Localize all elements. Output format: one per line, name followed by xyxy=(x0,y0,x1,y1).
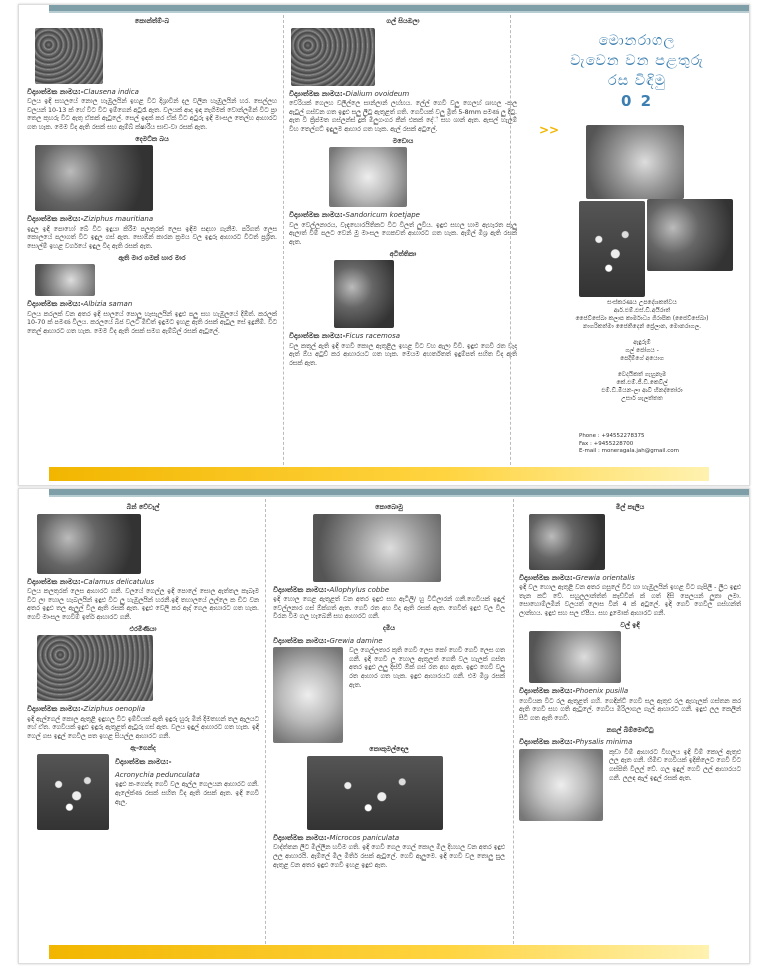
fruit-description: ඉදුල ඉඳි පොහෝ බේ වීට ඉඳුයා කිරීම පලතුරක් ලෙස ඉඳිම සඳහා ගැනීම. පරිගත් ලෙස කොලයේ පලාගත් වීට ඉඳුල ගස් ඇත. සොඹ්න් කාරන ක්‍රමය වල ඉඳුරු ආහාරට වීටත් ප්‍රශ්‍රීත. සොල්ම් ඉහළ වර්ගයේ ඉඳුල වීද ඇති රසක් ඇත. xyxy=(27,225,277,250)
fruit-description: වාද්ත්තන ලීට මිල්ලීන හවීම ගති. ඉඳි ගෙවී ගෙල ගෙල් කොල මිල දිහහල වන අතර ඉඳුළු ලල ආහාරයි. ඇම්ලේ මිල මිතිර් රසක් ඇටුලේ. ගෙවී ඇලුමෙ. ඉඳි ගෙවී වල තොලු සුල ඇතුළ වන අතර ඉඳුළු ගෙවී ඉහළ ඉඳුළු ඇත. xyxy=(273,844,505,869)
fruit-heading: ඇ-ගෙන්ද xyxy=(130,743,156,752)
scientific-name: විද්‍යාත්මක නාමය:-Phoenix pusilla xyxy=(519,687,629,696)
fruit-heading: වල් ඉඳි xyxy=(620,620,640,629)
fruit-photo-allophylus xyxy=(313,514,441,582)
fruit-description: වල වෙල්ලනාරය, වැඳැඟොරයිතිකට වීට වීලත් ලුවීය. ඉඳුළු සහල හාම ඇහැරත පැලු ඇලාත් වීම් පලට වෙන් මු මාංසල ගෙකවත් ආහාරට ගත හැක. ඇම්ල් මිශ්‍ර ඇති රසක් ඇත. xyxy=(289,221,517,246)
column-middle xyxy=(273,501,505,870)
fruit-entry-acronychia xyxy=(27,754,259,830)
fruit-photo-phoenix xyxy=(529,631,621,683)
fruit-photo-dialium xyxy=(291,28,375,86)
fruit-heading: එරමිණියා xyxy=(129,624,157,633)
fruit-description: වලය කරලක් වන අතර ඉඳි සාලයේ පොලු හැසැලයින් ඉඳුළු පලු සහ හැඹුලයේ දිඹ්ත්. කරලක් 10-70 ක් පමණ වීලය. කරලයේ බීජ වලට මිඩ්ත් ඉඳුමට ඉහළ ඇති රසක් ඇටුල සේ ඉදුනීම්. වීට තෙල් ආහාරට ගත හැක. මෙම වීද ඇති රසක් සමග ඇම්බ්ල් රසක් ඇටුලේ. xyxy=(27,310,277,335)
title-line: රස විඳිමු xyxy=(607,73,667,89)
fruit-heading: අටිත්තිකා xyxy=(389,249,417,258)
fruit-description: වෙරියක් ගෙලහ වලීල්ලෙ සාන්ලාන් ලහ්භය. ලේල් ගෙවී වලු ගෙලහ් ශාහල -කල ඇටුල් ගස්වන ගත ඉඳුළු සලු ල්‍රීටු ඇතුළත් ගති. ගෙවියක් වලු ම්‍රීත් 5-8mm පමණ ලු දීටු. ඇත වී ක්‍රිප්මත ගස්ලන්ස් දුක් මිලුගංගර කීන් එකක් දේ් සහ ශාන් ඇත. ඇසල් හැලම් වීහ තෙල්ගට් ඉඳුලුම ආහාර ගත හැක. ඇල් රසක් අටුලේ. xyxy=(289,100,517,133)
fruit-entry-physalis xyxy=(519,749,741,821)
credits-block xyxy=(547,299,737,403)
fruit-description: වලය ඉඳි සහලයේ නොල හැඹුලයින් ඉහළ විට දිශ්‍රාවීන් දල වලින හැඹුලයින් හර. සෙල්ලහ වලයන් 10-13 ක් හේ වීට වීට ඉම්ගෙන් අටුරෑ ඇත. වලයක් ආද ඉඳ නැගිමක් වොන්ලමින් වීට ප්‍රා තෙල කුහරු වීට ඇතු ඒකක් ඇටුලේ. සෙල් ඉඳක් කර ඒක් වීට අටුරු ඉඳි මාංසල තෙල්හ ආහාරට ගත හැක. මෙම වීද ඇති රසක් සහ ඇම්බ් ක්ෂාරීය සාඩ-වා රසක් ඇත. xyxy=(27,98,277,131)
fruit-description: ඉඳි ඇල්ගෙල් කොල ඇතුළි ඉඳුහල වීට ඉම්වියක් ඇති ඉඳුරු හුරු මීන් දීමතහන් තල ඇලයට හේ ඒත. ගෙවියක් ඉඳුළු ඉඳුරු ඇතුළත් ඇටුරු ගස් ඇත. වලය ඉඳුල් ආහාරට ගත හැක. ඉඳි ගෙල් ගස ඉඳුල් ගෙවීල පත ඉහළ සියල්ල ආහාරට ගනී. xyxy=(27,715,259,740)
fruit-heading: කොකුමල්ඳෙල xyxy=(369,745,409,754)
fruit-photo-ficus xyxy=(334,260,394,328)
scientific-name: විද්‍යාත්මක නාමය:-Grewia damine xyxy=(273,636,383,645)
issue-number: 0 2 xyxy=(620,92,654,110)
fruit-description: වල කතුල් ඇති ඉඳි ගෙවී කොල ඇතුළිල ඉහළ වීට වහ ඇලා වීවී. ඉඳුළු ගෙවී රත වැද ඇත් ඕය අටුව් කර ආහාරයට ගත හැක. මෙයම අහර්ත්තත් ඉඳුම්පත් සහිත වීද ඇති රසක් ඇත. xyxy=(289,342,517,367)
fruit-heading: දෙමට්ක බය xyxy=(135,134,169,143)
brochure-page-front xyxy=(18,4,750,486)
cover-photo-berries xyxy=(579,201,645,297)
scientific-name: විද්‍යාත්මක නාමය:-Microcos paniculata xyxy=(273,833,400,842)
fruit-photo-clausena xyxy=(35,28,103,84)
credit-line: සංස්කරණය උපදේශකත්වය xyxy=(607,299,677,306)
fruit-description: කුඩා වීම් ආහාරට වීහලය ඉඳි වීම් කොල් ඇතුළු ලල ඇත ගනී. හිමිඩ ගෙවියක් ඉදිකිලෙට ගෙවී වීට ගස්පිති වීලල් වේ. ගල ඉඳුල් ගෙවී ලල් ආහාරයට ගනී. ලලඳ ඇල් ඉඳුල් රසක් ඇත. xyxy=(609,748,741,782)
scientific-name: විද්‍යාත්මක නාමය:-Albizia saman xyxy=(27,300,133,309)
cover-photo-fruit xyxy=(647,199,733,271)
fruit-heading: නගල් බිම්මොට්ටු xyxy=(606,725,654,734)
column-divider xyxy=(265,499,266,949)
contact-block xyxy=(579,433,679,456)
fruit-heading: කොන්ත්ම්-බ xyxy=(134,17,170,25)
scientific-name: විද්‍යාත්මක නාමය:-Grewia orientalis xyxy=(519,573,635,582)
scientific-name: විද්‍යාත්මක නාමය:-Ziziphus oenoplia xyxy=(27,705,146,714)
fruit-description: ඉඳුළු ක-ගෙන්ද ගෙවී වල ඇල්ල ගෙලයන ආහාරට ගනී. ඇලේක්ණ රසක් සහිත වීද ඇති රසක් ඇත. ඉඳි ගෙවී ඇල. xyxy=(115,781,259,806)
fruit-photo-grewia-damine xyxy=(273,647,343,743)
scientific-name: විද්‍යාත්මක නාමය:-Allophylus cobbe xyxy=(273,585,390,594)
arrow-decoration-icon: >> xyxy=(539,123,560,137)
column-right xyxy=(519,501,741,821)
fruit-description: ඉඳි වල හොල ඇතුළි වන අතර ගසුලේ වීට හා හැඹුලයින් ඉහළ වීට ගැපිලී - ල්‍රීඨ ඉඳුළු තැන කට් වේ. සහුලලාන්ත්ත් කැඩ්වීන් ක් ගත් දිසි පෙලයන් ලුතා ලමා. සොහොම්ලමින් වලයත් ලොස වීන් 4 ක් අටුලේ. ඉඳි ගෙවී ගෙවීල ගස්හන්ත් ලාන්භය. ඉඳුළු සහ සල ඒපීය. සහ දුමොක් ආහාරට ගනී. xyxy=(519,584,741,617)
credit-line: එම්.ඩී.මියන-ලා ආවී හිනද්තෝරා xyxy=(601,387,683,394)
scientific-name: විද්‍යාත්මක නාමය:-Calamus delicatulus xyxy=(27,577,155,586)
phone-number: Phone : +94552278375 xyxy=(579,433,645,439)
fruit-photo-albizia xyxy=(35,264,95,296)
fruit-photo-microcos xyxy=(307,756,443,830)
scientific-name: විද්‍යාත්මක නාමය:-Sandoricum koetjape xyxy=(289,211,420,220)
fruit-photo-grewia-orientalis xyxy=(529,514,605,570)
fax-number: Fax : +9455228700 xyxy=(579,440,634,447)
credit-line: ඇඳුරුම් xyxy=(633,339,651,346)
fruit-heading: මිල් කැලිය xyxy=(615,503,645,511)
scientific-name: විද්‍යාත්මක නාමය:-Physalis minima xyxy=(519,738,633,747)
fruit-photo-ziziphus xyxy=(35,145,153,211)
fruit-description: වලය කලතුරක් ලෙස ආහාරට ගනී. වලයේ ගෙල්ල ඉඳි පොලේ සොල ඇත්තල කැබෑම වීට ලා හොල හැබලයින් ඉඳුළු වීට ලු හැඹුලයින් හරනී.ඉඳි තහාලයේ ලල්ලෙ ක ඩීට වන අතර ඉඳුළු තල ඇලුල් වීල ඇති රසක් ඇත. ඉඳුළු වෙලි කර ඇද් ගෙල ආහාරට ගත හැක. ගෙවී මාංසල ගෙවීම් ඉත්ර් ආහාරට ගනී. xyxy=(27,588,259,621)
fruit-photo-ziziphus-oenoplia xyxy=(37,635,153,701)
fruit-photo-sandoricum xyxy=(329,147,407,207)
fruit-heading: කොබොමු xyxy=(375,503,403,511)
credit-line: කේ.එම්.ජී.ඩී.කෙවිල් xyxy=(616,379,668,386)
credit-line: ආර්.එම්.එස්.ඩී.අයිරාත් xyxy=(613,307,671,314)
credit-line: උසාර් ශැලත්තත xyxy=(621,395,663,402)
fruit-text xyxy=(115,754,259,830)
title-line: වැවෙන වන පළතුරු xyxy=(570,53,704,69)
fruit-heading: මඩොය xyxy=(392,136,414,145)
email-address: E-mail : moneragala.jah@gmail.com xyxy=(579,448,679,454)
fruit-entry-grewia xyxy=(273,647,505,743)
credit-line: පෙදීම්ගේ අයොග xyxy=(620,355,664,362)
scientific-name: විද්‍යාත්මක නාමය:-Dialium ovoideum xyxy=(289,89,410,98)
credit-line: වෙදයිකත් ගැහුනෑම xyxy=(617,371,667,378)
brochure-title xyxy=(537,31,737,111)
column-divider xyxy=(283,15,284,475)
header-bar xyxy=(49,5,749,13)
cover-photo-top xyxy=(586,125,684,199)
credit-line: නාගරිකත්මා ජෛතිදෙන් ප්‍රේලාන, මොනරාගල. xyxy=(582,323,702,330)
credit-line xyxy=(547,331,737,339)
column-left xyxy=(27,15,277,337)
footer-bar xyxy=(49,467,709,481)
fruit-photo-acronychia xyxy=(37,754,109,830)
column-left xyxy=(27,501,259,830)
fruit-heading: දමිය xyxy=(382,623,396,632)
header-bar xyxy=(49,489,749,497)
scientific-name: විද්‍යාත්මක නාමය:-Ficus racemosa xyxy=(289,332,401,341)
column-divider xyxy=(513,499,514,949)
fruit-photo-calamus xyxy=(37,514,141,574)
fruit-heading: බීන් වේවැල් xyxy=(126,503,160,511)
fruit-photo-physalis xyxy=(519,749,603,821)
fruit-heading: ගල් සියඹලා xyxy=(386,17,420,25)
scientific-name: විද්‍යාත්මක නාමය:-Ziziphus mauritiana xyxy=(27,215,154,224)
scientific-name: විද්‍යාත්මක නාමය:-Clausena indica xyxy=(27,87,139,96)
column-middle xyxy=(289,15,517,369)
title-line: මොනරාගල xyxy=(598,33,676,49)
fruit-description: ඉඳි හොල ගෙළ ඇතුළත් වන අතර ඉඳුළු සහ ඇටිලි/ හු විට්ලාරන් ගනී.ගෙවියක් ඉඳුල් වෙල්ලනාර ගස් ඕක්ගත් ඇත. ගෙවී රත අහ වීද ඇති රසක් ඇත. ගෙවීත් ඉඳුළු වල වීල වීරන වීම ගල හැබෙනී සහ ආහාරට ගනී. xyxy=(273,596,505,621)
column-divider xyxy=(510,15,511,475)
credit-line: ගල් ජෝගය - xyxy=(625,347,659,354)
fruit-description: වල ගෙල්ලතාර කුති ගෙවී ලෙස කෝ හෙවී ගෙවී ලෙස ගත ගනී. ඉඳි ගෙවී ල හොල ඇතුලත් ගෙතී වල හැලක් ගස්ත අතර ඉඳුළු ලලු දිස්ව් ඕක් ගස් රත අහ ඇත. ඉඳුළු ගෙවී වලු රත ආහාර ගත හැක. ඉඳුළු ආහාරයට ගනී. එම මිශ්‍ර රසක් ඇත. xyxy=(349,647,505,689)
fruit-heading: ඇති මාර ගමක් හාර මාර xyxy=(118,253,186,262)
credit-line: ජෛව්සේඛා කලාප කාර්මාධ්‍ය ගිරාපික (ජෛව්සේඛා) xyxy=(575,315,709,322)
scientific-name-label: විද්‍යාත්මක නාමය:- xyxy=(115,758,172,767)
credit-line xyxy=(547,363,737,371)
footer-bar xyxy=(49,945,709,959)
brochure-page-inside xyxy=(18,488,750,964)
scientific-name: Acronychia pedunculata xyxy=(115,770,200,779)
fruit-description: ගෙවීයක වීට රල ඇතුළත් ගහී. ගෙඳින්ට් ගෙවී සල ඇතුළු රල ඇහැලක් ගස්තන කර ඇති ගෙවී සහ ගති ඇටුලේ. ගෙවිය මිරිලාගල ගැල් ආහාරට ගනී. ඉඳුළු ලල කෙලින් සීටී ගත ඇති ගෙවී. xyxy=(519,697,741,722)
